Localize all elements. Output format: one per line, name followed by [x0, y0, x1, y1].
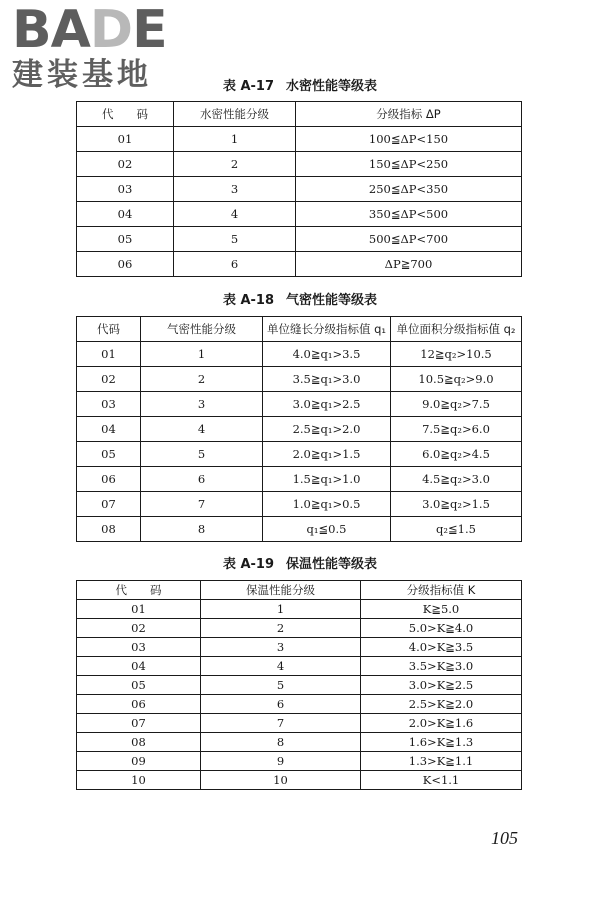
table-cell: K<1.1 [361, 771, 522, 790]
header-cell: 分级指标 ΔP [296, 102, 522, 127]
table-cell: 3 [174, 177, 296, 202]
table-cell: 3.0>K≧2.5 [361, 676, 522, 695]
table-cell: 500≦ΔP<700 [296, 227, 522, 252]
table-cell: 5 [174, 227, 296, 252]
table-cell: 06 [77, 467, 141, 492]
table-row [77, 695, 522, 714]
table-cell: 06 [77, 252, 174, 277]
table-header-row [77, 102, 522, 127]
table-cell: 04 [77, 202, 174, 227]
table-cell: 06 [77, 695, 201, 714]
table-cell: 4 [201, 657, 361, 676]
table-cell: 7.5≧q₂>6.0 [391, 417, 522, 442]
table-cell: 1 [141, 342, 263, 367]
table-cell: 3.0≧q₁>2.5 [263, 392, 391, 417]
table-cell: 12≧q₂>10.5 [391, 342, 522, 367]
table-row [77, 619, 522, 638]
table-cell: 10 [201, 771, 361, 790]
table-cell: 7 [141, 492, 263, 517]
table-cell: 4 [174, 202, 296, 227]
table-row [77, 252, 522, 277]
table-cell: 1 [201, 600, 361, 619]
table-cell: 6 [141, 467, 263, 492]
table-row [77, 202, 522, 227]
table-cell: 02 [77, 152, 174, 177]
table-row [77, 127, 522, 152]
table-cell: 02 [77, 619, 201, 638]
table-row [77, 752, 522, 771]
table-cell: 08 [77, 733, 201, 752]
logo-wordmark-d: D [89, 0, 133, 60]
table-cell: 01 [77, 127, 174, 152]
table-row [77, 177, 522, 202]
logo-wordmark [12, 0, 182, 60]
table-cell: 07 [77, 492, 141, 517]
table-row [77, 657, 522, 676]
table-cell: 250≦ΔP<350 [296, 177, 522, 202]
table-row [77, 227, 522, 252]
table-cell: 3.5≧q₁>3.0 [263, 367, 391, 392]
table-row [77, 638, 522, 657]
air-tightness-table [76, 316, 522, 542]
table-cell: 2 [141, 367, 263, 392]
table18-caption [0, 293, 600, 309]
table-header-row [77, 581, 522, 600]
table-cell: 1.3>K≧1.1 [361, 752, 522, 771]
table-row [77, 733, 522, 752]
table-row [77, 417, 522, 442]
table-cell: 8 [201, 733, 361, 752]
table-cell: 02 [77, 367, 141, 392]
table-cell: 05 [77, 227, 174, 252]
header-cell: 水密性能分级 [174, 102, 296, 127]
header-cell: 气密性能分级 [141, 317, 263, 342]
header-cell: 代 码 [77, 581, 201, 600]
table19-caption [0, 557, 600, 573]
table-row [77, 367, 522, 392]
table-cell: q₂≦1.5 [391, 517, 522, 542]
water-tightness-table [76, 101, 522, 277]
table-cell: 2.5≧q₁>2.0 [263, 417, 391, 442]
table-cell: 10.5≧q₂>9.0 [391, 367, 522, 392]
table-cell: 05 [77, 676, 201, 695]
table-cell: 2.0>K≧1.6 [361, 714, 522, 733]
table-row [77, 492, 522, 517]
header-cell: 单位缝长分级指标值 q₁ [263, 317, 391, 342]
table-cell: 03 [77, 392, 141, 417]
table-cell: 5.0>K≧4.0 [361, 619, 522, 638]
table-cell: 1 [174, 127, 296, 152]
table-cell: 04 [77, 417, 141, 442]
logo-wordmark-ba: BA [12, 0, 90, 60]
header-cell: 分级指标值 K [361, 581, 522, 600]
table-cell: 6.0≧q₂>4.5 [391, 442, 522, 467]
table18-number: 表 A-18 [222, 293, 275, 308]
table-cell: 5 [201, 676, 361, 695]
thermal-insulation-table [76, 580, 522, 790]
table-cell: 100≦ΔP<150 [296, 127, 522, 152]
table-cell: 8 [141, 517, 263, 542]
table-cell: 01 [77, 342, 141, 367]
table-cell: 3.5>K≧3.0 [361, 657, 522, 676]
table-row [77, 467, 522, 492]
table-cell: 5 [141, 442, 263, 467]
table18-title: 气密性能等级表 [286, 293, 378, 308]
table-cell: 09 [77, 752, 201, 771]
header-cell: 保温性能分级 [201, 581, 361, 600]
table-cell: K≧5.0 [361, 600, 522, 619]
table17-caption [0, 79, 600, 95]
table19-title: 保温性能等级表 [286, 557, 378, 572]
header-cell: 代码 [77, 317, 141, 342]
header-cell: 单位面积分级指标值 q₂ [391, 317, 522, 342]
table-cell: 2.5>K≧2.0 [361, 695, 522, 714]
table-row [77, 442, 522, 467]
table-cell: 4 [141, 417, 263, 442]
table17-title: 水密性能等级表 [286, 79, 378, 94]
table-header-row [77, 317, 522, 342]
table-cell: 01 [77, 600, 201, 619]
table-cell: 07 [77, 714, 201, 733]
table-cell: 1.6>K≧1.3 [361, 733, 522, 752]
table-cell: 2 [174, 152, 296, 177]
table-cell: 3.0≧q₂>1.5 [391, 492, 522, 517]
table-cell: 3 [201, 638, 361, 657]
table-row [77, 714, 522, 733]
table-cell: 10 [77, 771, 201, 790]
logo-subtitle: 建装基地 [12, 57, 152, 93]
table-cell: 9.0≧q₂>7.5 [391, 392, 522, 417]
table-cell: 2.0≧q₁>1.5 [263, 442, 391, 467]
table-row [77, 771, 522, 790]
table-cell: 350≦ΔP<500 [296, 202, 522, 227]
table-cell: q₁≦0.5 [263, 517, 391, 542]
table-row [77, 517, 522, 542]
table-cell: 6 [174, 252, 296, 277]
table-cell: 4.5≧q₂>3.0 [391, 467, 522, 492]
table-cell: 03 [77, 638, 201, 657]
table-cell: 1.5≧q₁>1.0 [263, 467, 391, 492]
table-cell: 08 [77, 517, 141, 542]
table-row [77, 392, 522, 417]
table-cell: 150≦ΔP<250 [296, 152, 522, 177]
table-row [77, 676, 522, 695]
table-row [77, 342, 522, 367]
page-number: 105 [491, 828, 518, 848]
table-cell: 03 [77, 177, 174, 202]
table19-number: 表 A-19 [222, 557, 275, 572]
table-cell: 04 [77, 657, 201, 676]
table-row [77, 600, 522, 619]
table-row [77, 152, 522, 177]
table-cell: 4.0>K≧3.5 [361, 638, 522, 657]
logo-wordmark-e: E [132, 0, 167, 60]
table-cell: 3 [141, 392, 263, 417]
table-cell: 2 [201, 619, 361, 638]
table-cell: 4.0≧q₁>3.5 [263, 342, 391, 367]
table17-number: 表 A-17 [222, 79, 275, 94]
table-cell: 05 [77, 442, 141, 467]
table-cell: 1.0≧q₁>0.5 [263, 492, 391, 517]
table-cell: 6 [201, 695, 361, 714]
header-cell: 代 码 [77, 102, 174, 127]
table-cell: ΔP≧700 [296, 252, 522, 277]
table-cell: 7 [201, 714, 361, 733]
table-cell: 9 [201, 752, 361, 771]
